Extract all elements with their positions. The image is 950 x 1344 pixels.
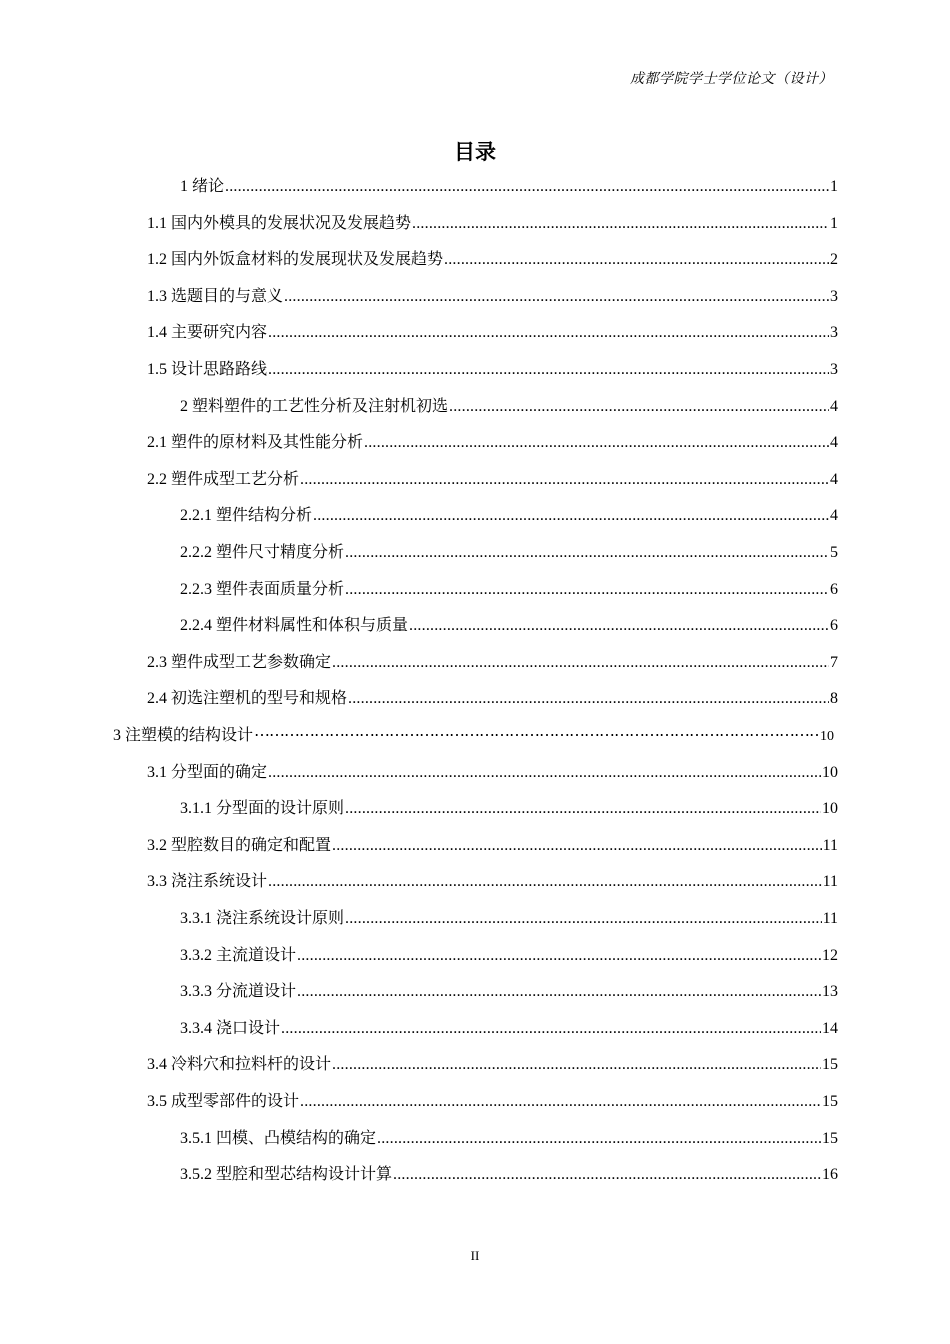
toc-entry-page: 7 [830,654,838,671]
toc-entry-label: 2.2.4 塑件材料属性和体积与质量 [180,617,409,634]
toc-leader-dots [300,466,829,494]
toc-leader-dots [284,283,829,311]
toc-entry[interactable] [147,1088,838,1116]
toc-leader-dots [345,539,829,567]
toc-entry-label: 3.4 冷料穴和拉料杆的设计 [147,1056,332,1073]
toc-entry[interactable] [180,612,838,640]
toc-entry-page: 11 [822,837,838,854]
toc-leader-dots [345,576,829,604]
toc-leader-dots [377,1125,821,1153]
toc-entry-label: 1.3 选题目的与意义 [147,288,284,305]
toc-entry-page: 10 [822,764,838,781]
toc-entry-page: 10 [822,800,838,817]
toc-entry-page: 1 [830,215,838,232]
toc-entry-label: 1.4 主要研究内容 [147,324,268,341]
toc-leader-dots [409,612,829,640]
toc-entry[interactable] [180,1125,838,1153]
toc-entry-page: 3 [830,288,838,305]
toc-entry-label: 3.3.3 分流道设计 [180,983,297,1000]
toc-entry-page: 4 [830,507,838,524]
toc-entry[interactable] [147,832,838,860]
toc-entry[interactable] [147,429,838,457]
toc-leader-dots [268,356,829,384]
toc-leader-dots [345,795,821,823]
toc-entry[interactable] [180,576,838,604]
toc-entry-page: 10 [820,729,834,744]
toc-entry-label: 3.3.2 主流道设计 [180,947,297,964]
toc-entry[interactable] [180,173,838,201]
toc-leader-dots [332,1051,821,1079]
toc-entry[interactable] [147,1051,838,1079]
toc-leader-dots [281,1015,821,1043]
toc-entry-page: 11 [822,910,838,927]
toc-entry-label: 1.5 设计思路路线 [147,361,268,378]
toc-leader-dots [412,210,829,238]
toc-entry-page: 6 [830,617,838,634]
toc-entry-label: 1.2 国内外饭盒材料的发展现状及发展趋势 [147,251,444,268]
toc-entry[interactable] [147,759,838,787]
toc-entry-label: 3.5.1 凹模、凸模结构的确定 [180,1130,377,1147]
toc-leader-dots [332,832,822,860]
toc-leader-dots [393,1161,821,1189]
toc-entry-label: 2.2.2 塑件尺寸精度分析 [180,544,345,561]
toc-entry-page: 3 [830,361,838,378]
toc-entry-page: 4 [830,434,838,451]
toc-entry-label: 3 注塑模的结构设计 [113,727,254,744]
toc-entry[interactable] [180,795,838,823]
toc-entry-page: 2 [830,251,838,268]
toc-entry-page: 6 [830,581,838,598]
toc-entry[interactable] [147,319,838,347]
toc-entry-label: 2 塑料塑件的工艺性分析及注射机初选 [180,398,449,415]
toc-leader-dots [449,393,829,421]
toc-leader-dots [268,868,822,896]
toc-entry-label: 2.1 塑件的原材料及其性能分析 [147,434,364,451]
toc-entry-label: 3.3 浇注系统设计 [147,873,268,890]
toc-entry-page: 13 [822,983,838,1000]
toc-entry[interactable] [147,466,838,494]
toc-entry[interactable] [180,539,838,567]
toc-entry[interactable] [180,502,838,530]
toc-entry-label: 2.2.1 塑件结构分析 [180,507,313,524]
toc-entry-label: 3.5 成型零部件的设计 [147,1093,300,1110]
toc-leader-dots [444,246,829,274]
toc-leader-dots [348,685,829,713]
toc-entry[interactable] [147,356,838,384]
toc-entry[interactable] [180,1015,838,1043]
toc-leader-dots [364,429,829,457]
toc-entry-page: 15 [822,1130,838,1147]
toc-leader-dots [225,173,829,201]
toc-entry[interactable] [180,393,838,421]
toc-entry[interactable] [147,283,838,311]
toc-leader-dots [332,649,829,677]
toc-entry-page: 16 [822,1166,838,1183]
toc-entry-label: 3.2 型腔数目的确定和配置 [147,837,332,854]
toc-entry-label: 3.3.4 浇口设计 [180,1020,281,1037]
toc-entry[interactable] [147,246,838,274]
toc-entry-label: 3.3.1 浇注系统设计原则 [180,910,345,927]
toc-entry[interactable] [180,905,838,933]
toc-leader-dots [268,319,829,347]
toc-leader-dots [297,978,821,1006]
toc-entry-page: 15 [822,1093,838,1110]
toc-leader-dots [345,905,822,933]
toc-entry[interactable] [147,868,838,896]
toc-entry-label: 1.1 国内外模具的发展状况及发展趋势 [147,215,412,232]
running-header: 成都学院学士学位论文（设计） [630,72,833,87]
toc-entry-label: 2.2.3 塑件表面质量分析 [180,581,345,598]
toc-entry-label: 3.5.2 型腔和型芯结构设计计算 [180,1166,393,1183]
page-number: II [470,1248,480,1263]
toc-entry-page: 4 [830,398,838,415]
toc-leader-dots [300,1088,821,1116]
toc-leader-dots [297,942,821,970]
toc-entry[interactable] [147,649,838,677]
toc-leader-dots [268,759,821,787]
toc-entry-label: 3.1 分型面的确定 [147,764,268,781]
toc-title: 目录 [454,140,496,164]
toc-entry-label: 2.3 塑件成型工艺参数确定 [147,654,332,671]
toc-leader-dots [254,722,819,750]
toc-entry-label: 3.1.1 分型面的设计原则 [180,800,345,817]
toc-entry-page: 1 [830,178,838,195]
toc-entry[interactable] [180,1161,838,1189]
toc-entry[interactable] [113,722,834,750]
toc-entry-page: 15 [822,1056,838,1073]
toc-entry-page: 4 [830,471,838,488]
toc-entry-page: 14 [822,1020,838,1037]
toc-entry[interactable] [180,942,838,970]
toc-entry-label: 1 绪论 [180,178,225,195]
toc-entry-label: 2.4 初选注塑机的型号和规格 [147,690,348,707]
toc-entry-page: 8 [830,690,838,707]
toc-entry[interactable] [147,685,838,713]
toc-entry-page: 3 [830,324,838,341]
toc-entry-page: 5 [830,544,838,561]
toc-leader-dots [313,502,829,530]
toc-entry[interactable] [180,978,838,1006]
toc-entry-page: 12 [822,947,838,964]
toc-entry-page: 11 [822,873,838,890]
toc-entry-label: 2.2 塑件成型工艺分析 [147,471,300,488]
toc-entry[interactable] [147,210,838,238]
